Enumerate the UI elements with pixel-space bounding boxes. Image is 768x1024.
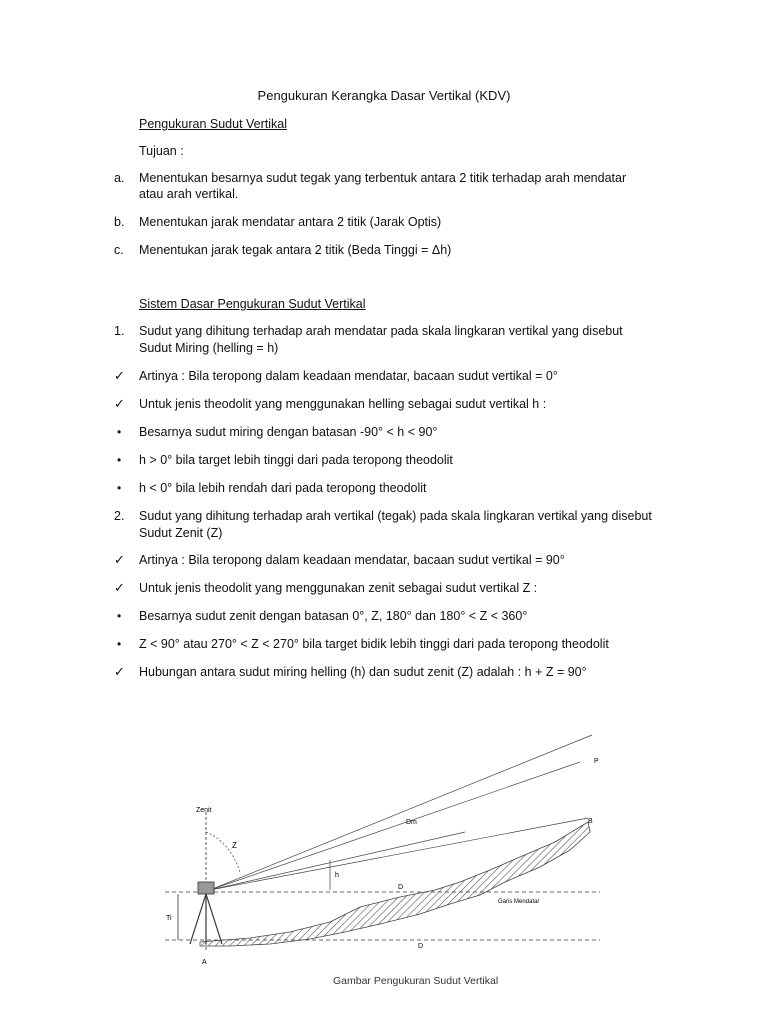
label-dm: Dm [406,819,417,826]
bullet-icon: • [117,425,122,439]
item-2-text: Sudut yang dihitung terhadap arah vertikal (tegak) pada skala lingkaran vertikal yang disebut [139,509,652,523]
item-text: Z < 90° atau 270° < Z < 270° bila target bidik lebih tinggi dari pada teropong theodolit [139,637,609,651]
label-h: h [335,872,339,879]
tujuan-label: Tujuan : [139,144,184,158]
label-garis-mendatar: Garis Mendatar [498,899,540,905]
check-icon: ✓ [114,581,125,596]
zenith-angle-arc [206,832,240,872]
item-text: h < 0° bila lebih rendah dari pada teropong theodolit [139,481,427,495]
goal-b-text: Menentukan jarak mendatar antara 2 titik (Jarak Optis) [139,215,442,229]
section-heading-sudut-vertikal: Pengukuran Sudut Vertikal [139,117,288,131]
label-d-upper: D [398,884,404,891]
terrain-profile [200,822,590,946]
bullet-icon: • [117,481,122,495]
tripod-leg [190,894,206,944]
label-a: A [202,959,207,966]
bullet-icon: • [117,637,122,651]
goal-a-text: Menentukan besarnya sudut tegak yang terbentuk antara 2 titik terhadap arah mendatar [139,171,627,185]
item-text: Artinya : Bila teropong dalam keadaan mendatar, bacaan sudut vertikal = 0° [139,369,558,383]
item-text: h > 0° bila target lebih tinggi dari pada teropong theodolit [139,453,453,467]
list-marker: a. [114,171,125,185]
page-title: Pengukuran Kerangka Dasar Vertikal (KDV) [257,88,511,103]
label-p: P [594,758,599,765]
item-text: Untuk jenis theodolit yang menggunakan zenit sebagai sudut vertikal Z : [139,581,538,595]
label-b: B [588,818,593,825]
theodolite-icon [198,882,214,894]
list-marker: 1. [114,324,125,338]
goal-a-text-cont: atau arah vertikal. [139,187,239,201]
check-icon: ✓ [114,397,125,412]
check-icon: ✓ [114,553,125,568]
item-text: Besarnya sudut zenit dengan batasan 0°, Z, 180° dan 180° < Z < 360° [139,609,528,623]
list-marker: c. [114,243,124,257]
label-ti: Ti [166,915,172,922]
item-text: Untuk jenis theodolit yang menggunakan helling sebagai sudut vertikal h : [139,397,547,411]
check-icon: ✓ [114,369,125,384]
bullet-icon: • [117,453,122,467]
tripod-leg [206,894,222,944]
item-2-text-cont: Sudut Zenit (Z) [139,526,223,540]
figure-vertical-angle [160,732,610,992]
bullet-icon: • [117,609,122,623]
list-marker: b. [114,215,125,229]
item-text: Besarnya sudut miring dengan batasan -90° < h < 90° [139,425,438,439]
sight-line-dm [210,832,465,890]
section-heading-sistem-dasar: Sistem Dasar Pengukuran Sudut Vertikal [139,297,366,311]
item-1-text: Sudut yang dihitung terhadap arah mendatar pada skala lingkaran vertikal yang disebut [139,324,623,338]
label-d-lower: D [418,943,424,950]
list-marker: 2. [114,509,125,523]
label-zenit: Zenit [196,807,212,814]
goal-c-text: Menentukan jarak tegak antara 2 titik (Beda Tinggi = Δh) [139,243,452,257]
item-1-text-cont: Sudut Miring (helling = h) [139,341,279,355]
item-text: Artinya : Bila teropong dalam keadaan mendatar, bacaan sudut vertikal = 90° [139,553,565,567]
figure-caption: Gambar Pengukuran Sudut Vertikal [333,975,499,987]
item-text: Hubungan antara sudut miring helling (h) dan sudut zenit (Z) adalah : h + Z = 90° [139,665,587,679]
vertical-angle-diagram [160,732,610,992]
label-z: Z [232,841,237,850]
check-icon: ✓ [114,665,125,680]
